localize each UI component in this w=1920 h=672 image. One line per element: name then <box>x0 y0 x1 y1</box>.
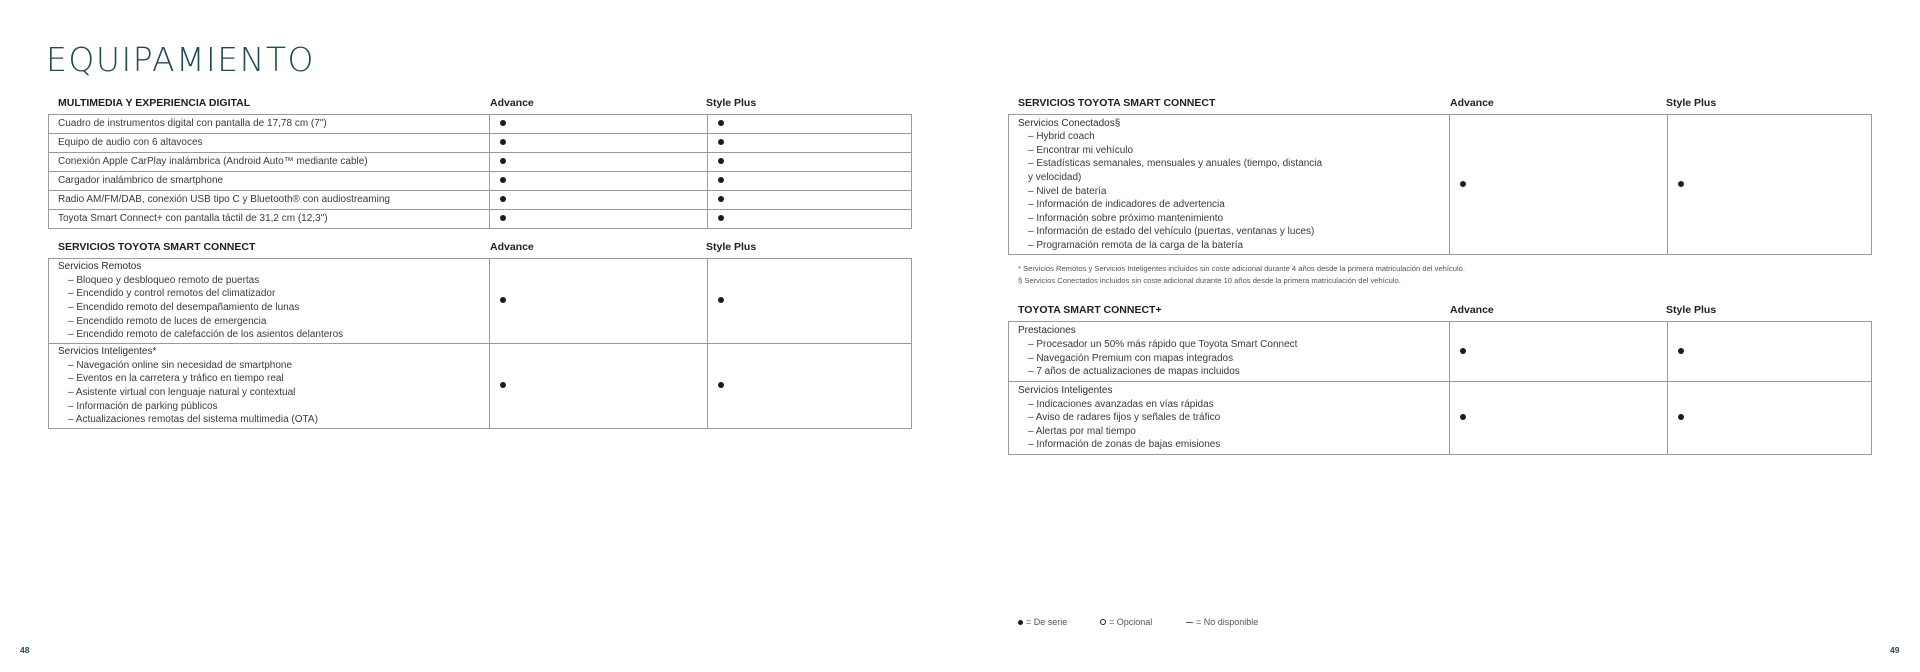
col-advance: Advance <box>490 97 534 109</box>
col-advance: Advance <box>490 241 534 253</box>
legend-unavailable <box>1186 617 1258 627</box>
list-item: – Información de parking públicos <box>68 400 218 412</box>
standard-dot-icon <box>718 158 724 164</box>
table-row <box>1009 322 1872 382</box>
standard-dot-icon <box>500 120 506 126</box>
list-item: – Encontrar mi vehículo <box>1028 144 1134 156</box>
group-title: Servicios Remotos <box>58 261 142 273</box>
advance-cell <box>490 191 708 210</box>
style-plus-cell <box>708 115 912 134</box>
standard-dot-icon <box>1678 348 1684 354</box>
feature-name: Radio AM/FM/DAB, conexión USB tipo C y Bluetooth® con audiostreaming <box>49 191 490 210</box>
list-item: y velocidad) <box>1028 171 1082 183</box>
feature-name: Conexión Apple CarPlay inalámbrica (Android Auto™ mediante cable) <box>49 153 490 172</box>
smart-connect-heading: SERVICIOS TOYOTA SMART CONNECT <box>58 241 256 253</box>
advance-cell <box>490 172 708 191</box>
ring-icon <box>1100 619 1106 625</box>
col-advance: Advance <box>1450 304 1494 316</box>
advance-cell <box>490 134 708 153</box>
smart-connect-right-section <box>1008 92 1872 255</box>
group-title: Servicios Conectados§ <box>1018 117 1121 129</box>
smart-connect-left-section <box>48 236 912 429</box>
multimedia-table <box>48 114 912 229</box>
advance-cell <box>490 210 708 229</box>
smart-connect-plus-header <box>1008 299 1872 321</box>
list-item: – 7 años de actualizaciones de mapas incluidos <box>1028 366 1240 378</box>
list-item: – Eventos en la carretera y tráfico en tiempo real <box>68 373 284 385</box>
smart-connect-plus-heading: TOYOTA SMART CONNECT+ <box>1018 304 1162 316</box>
smart-connect-left-header <box>48 236 912 258</box>
multimedia-heading: MULTIMEDIA Y EXPERIENCIA DIGITAL <box>58 97 251 109</box>
legend-standard-label: = De serie <box>1026 617 1068 627</box>
list-item: – Asistente virtual con lenguaje natural y contextual <box>68 387 296 398</box>
legend-optional-label: = Opcional <box>1109 617 1153 627</box>
style-plus-cell <box>708 153 912 172</box>
table-row <box>49 153 912 172</box>
feature-group <box>49 259 490 344</box>
list-item: – Información sobre próximo mantenimiento <box>1028 212 1224 224</box>
table-row <box>49 191 912 210</box>
list-item: – Información de indicadores de advertencia <box>1028 199 1225 211</box>
group-title: Servicios Inteligentes* <box>58 346 157 358</box>
list-item: – Estadísticas semanales, mensuales y anuales (tiempo, distancia <box>1028 158 1323 170</box>
col-style-plus: Style Plus <box>706 241 757 253</box>
group-title: Servicios Inteligentes <box>1018 385 1113 397</box>
style-plus-cell <box>708 134 912 153</box>
table-row <box>49 134 912 153</box>
page-title: EQUIPAMIENTO <box>46 40 315 79</box>
advance-cell <box>490 344 708 429</box>
list-item: – Indicaciones avanzadas en vías rápidas <box>1028 398 1214 410</box>
table-row <box>49 172 912 191</box>
list-item: – Alertas por mal tiempo <box>1028 425 1136 437</box>
legend-optional <box>1100 617 1152 627</box>
list-item: – Encendido remoto de calefacción de los asientos delanteros <box>68 329 344 341</box>
standard-dot-icon <box>1460 181 1466 187</box>
style-plus-cell <box>708 344 912 429</box>
standard-dot-icon <box>718 139 724 145</box>
standard-dot-icon <box>500 139 506 145</box>
list-item: – Nivel de batería <box>1028 185 1107 197</box>
standard-dot-icon <box>718 120 724 126</box>
standard-dot-icon <box>718 177 724 183</box>
list-item: – Programación remota de la carga de la batería <box>1028 239 1244 251</box>
feature-name: Toyota Smart Connect+ con pantalla táctil de 31,2 cm (12,3") <box>49 210 490 229</box>
standard-dot-icon <box>718 196 724 202</box>
advance-cell <box>490 115 708 134</box>
advance-cell <box>490 259 708 344</box>
standard-dot-icon <box>500 215 506 221</box>
multimedia-section <box>48 92 912 229</box>
list-item: – Actualizaciones remotas del sistema multimedia (OTA) <box>68 414 318 426</box>
col-style-plus: Style Plus <box>1666 304 1717 316</box>
list-item: – Aviso de radares fijos y señales de tráfico <box>1028 412 1221 424</box>
dash-icon <box>1186 622 1193 623</box>
col-style-plus: Style Plus <box>706 97 757 109</box>
feature-group <box>1009 322 1450 382</box>
smart-connect-right-table <box>1008 114 1872 255</box>
legend-standard <box>1018 617 1067 627</box>
col-style-plus: Style Plus <box>1666 97 1717 109</box>
standard-dot-icon <box>500 382 506 388</box>
style-plus-cell <box>708 210 912 229</box>
feature-name: Cuadro de instrumentos digital con pantalla de 17,78 cm (7") <box>49 115 490 134</box>
list-item: – Información de estado del vehículo (puertas, ventanas y luces) <box>1028 226 1315 238</box>
footnote: § Servicios Conectados incluidos sin coste adicional durante 10 años desde la primera matriculación del vehículo. <box>1018 276 1401 285</box>
advance-cell <box>1450 322 1668 382</box>
smart-connect-right-header <box>1008 92 1872 114</box>
table-row <box>49 115 912 134</box>
style-plus-cell <box>1668 382 1872 455</box>
smart-connect-heading: SERVICIOS TOYOTA SMART CONNECT <box>1018 97 1216 109</box>
col-advance: Advance <box>1450 97 1494 109</box>
advance-cell <box>490 153 708 172</box>
filled-dot-icon <box>1018 620 1023 625</box>
list-item: – Procesador un 50% más rápido que Toyota Smart Connect <box>1028 338 1298 350</box>
group-title: Prestaciones <box>1018 325 1076 337</box>
style-plus-cell <box>708 172 912 191</box>
standard-dot-icon <box>1678 181 1684 187</box>
feature-group <box>49 344 490 429</box>
table-row <box>49 259 912 344</box>
feature-group <box>1009 382 1450 455</box>
standard-dot-icon <box>718 297 724 303</box>
standard-dot-icon <box>718 215 724 221</box>
style-plus-cell <box>708 191 912 210</box>
footnote: * Servicios Remotos y Servicios Inteligentes incluidos sin coste adicional durante 4 años desde la primera matriculación del vehículo. <box>1018 264 1465 273</box>
list-item: – Hybrid coach <box>1028 131 1095 143</box>
smart-connect-plus-table <box>1008 321 1872 455</box>
legend-unavailable-label: = No disponible <box>1196 617 1259 627</box>
smart-connect-left-table <box>48 258 912 429</box>
list-item: – Navegación online sin necesidad de smartphone <box>68 359 293 371</box>
feature-group <box>1009 115 1450 255</box>
standard-dot-icon <box>1460 414 1466 420</box>
page-number-right: 49 <box>1890 645 1900 655</box>
table-row <box>49 210 912 229</box>
multimedia-header <box>48 92 912 114</box>
advance-cell <box>1450 382 1668 455</box>
standard-dot-icon <box>1460 348 1466 354</box>
list-item: – Encendido remoto del desempañamiento de lunas <box>68 302 300 313</box>
table-row <box>1009 382 1872 455</box>
list-item: – Información de zonas de bajas emisiones <box>1028 439 1221 451</box>
standard-dot-icon <box>500 177 506 183</box>
smart-connect-plus-section <box>1008 299 1872 455</box>
table-row <box>49 344 912 429</box>
style-plus-cell <box>1668 322 1872 382</box>
standard-dot-icon <box>500 297 506 303</box>
table-row <box>1009 115 1872 255</box>
page-number-left: 48 <box>20 645 30 655</box>
feature-name: Cargador inalámbrico de smartphone <box>49 172 490 191</box>
standard-dot-icon <box>718 382 724 388</box>
list-item: – Encendido y control remotos del climatizador <box>68 288 276 300</box>
style-plus-cell <box>708 259 912 344</box>
list-item: – Encendido remoto de luces de emergencia <box>68 315 267 327</box>
feature-name: Equipo de audio con 6 altavoces <box>49 134 490 153</box>
list-item: – Bloqueo y desbloqueo remoto de puertas <box>68 274 260 286</box>
standard-dot-icon <box>500 196 506 202</box>
standard-dot-icon <box>1678 414 1684 420</box>
style-plus-cell <box>1668 115 1872 255</box>
list-item: – Navegación Premium con mapas integrados <box>1028 352 1234 364</box>
advance-cell <box>1450 115 1668 255</box>
standard-dot-icon <box>500 158 506 164</box>
